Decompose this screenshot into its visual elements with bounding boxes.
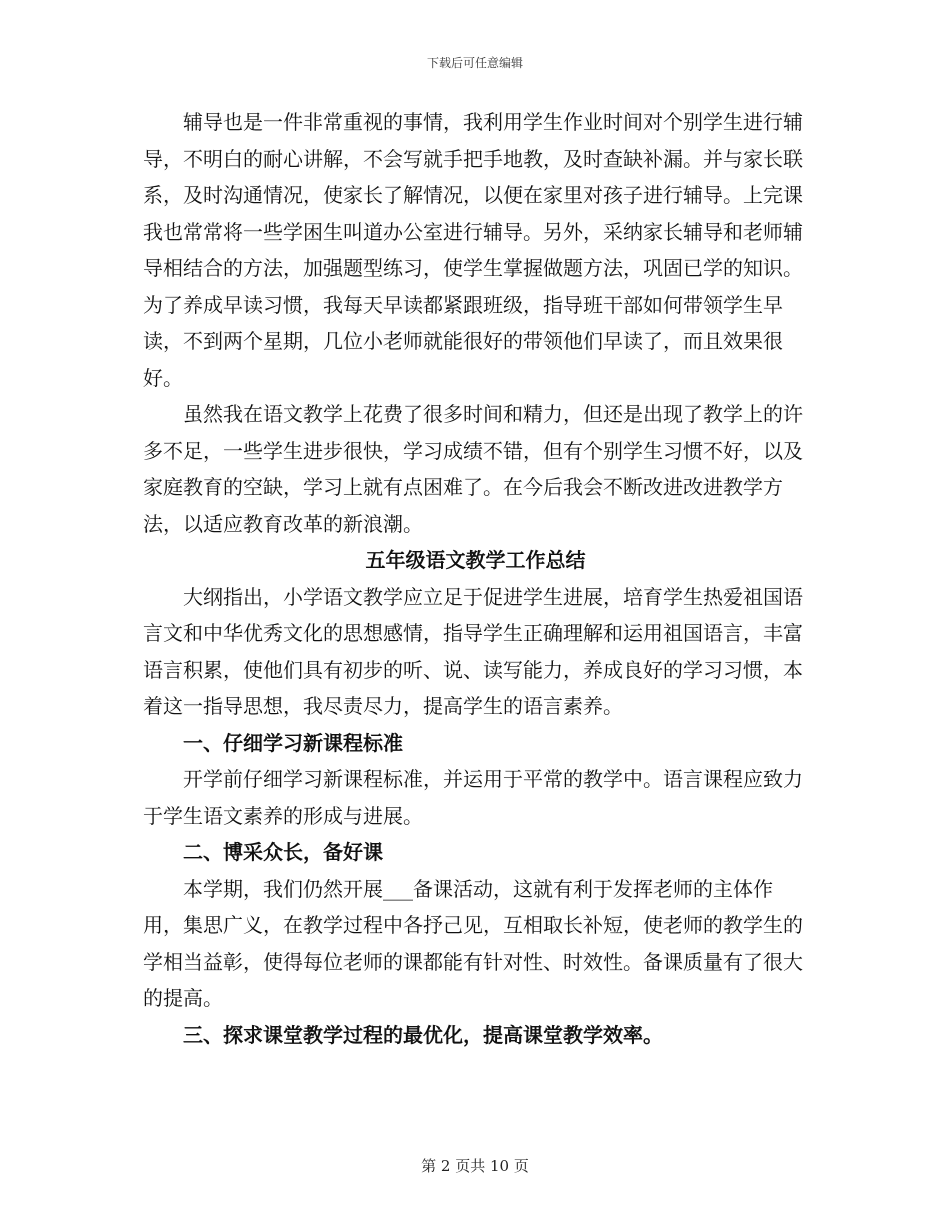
page-header: 下载后可任意编辑 [426,56,523,70]
document-body [143,104,808,1053]
paragraph-curriculum: 开学前仔细学习新课程标准，并运用于平常的教学中。语言课程应致力于学生语文素养的形成与进展。 [143,767,803,828]
paragraph-shortcomings: 虽然我在语文教学上花费了很多时间和精力，但还是出现了教学上的许多不足，一些学生进步很快，学习成绩不错，但有个别学生习惯不好，以及家庭教育的空缺，学习上就有点困难了。在今后我会不断改进改进教学方法，以适应教育改革的新浪潮。 [143,402,803,536]
paragraph-lesson-prep: 本学期，我们仍然开展___备课活动，这就有利于发挥老师的主体作用，集思广义，在教学过程中各抒己见，互相取长补短，使老师的教学生的学相当益彰，使得每位老师的课都能有针对性、时效性。备课质量有了很大的提高。 [143,876,803,1010]
section-heading-1: 一、仔细学习新课程标准 [183,730,403,755]
paragraph-outline: 大纲指出，小学语文教学应立足于促进学生进展，培育学生热爱祖国语言文和中华优秀文化的思想感情，指导学生正确理解和运用祖国语言，丰富语言积累，使他们具有初步的听、说、读写能力，养成良好的学习习惯，本着这一指导思想，我尽责尽力，提高学生的语言素养。 [143,584,803,718]
section-heading-2: 二、博采众长，备好课 [183,840,383,864]
page-footer: 第 2 页共 10 页 [421,1157,529,1175]
document-title: 五年级语文教学工作总结 [365,548,586,572]
section-heading-3: 三、探求课堂教学过程的最优化，提高课堂教学效率。 [183,1022,663,1047]
paragraph-tutoring: 辅导也是一件非常重视的事情，我利用学生作业时间对个别学生进行辅导，不明白的耐心讲解，不会写就手把手地教，及时查缺补漏。并与家长联系，及时沟通情况，使家长了解情况，以便在家里对孩子进行辅导。上完课我也常常将一些学困生叫道办公室进行辅导。另外，采纳家长辅导和老师辅导相结合的方法，加强题型练习，使学生掌握做题方法，巩固已学的知识。为了养成早读习惯，我每天早读都紧跟班级，指导班干部如何带领学生早读，不到两个星期，几位小老师就能很好的带领他们早读了，而且效果很好。 [143,110,803,390]
